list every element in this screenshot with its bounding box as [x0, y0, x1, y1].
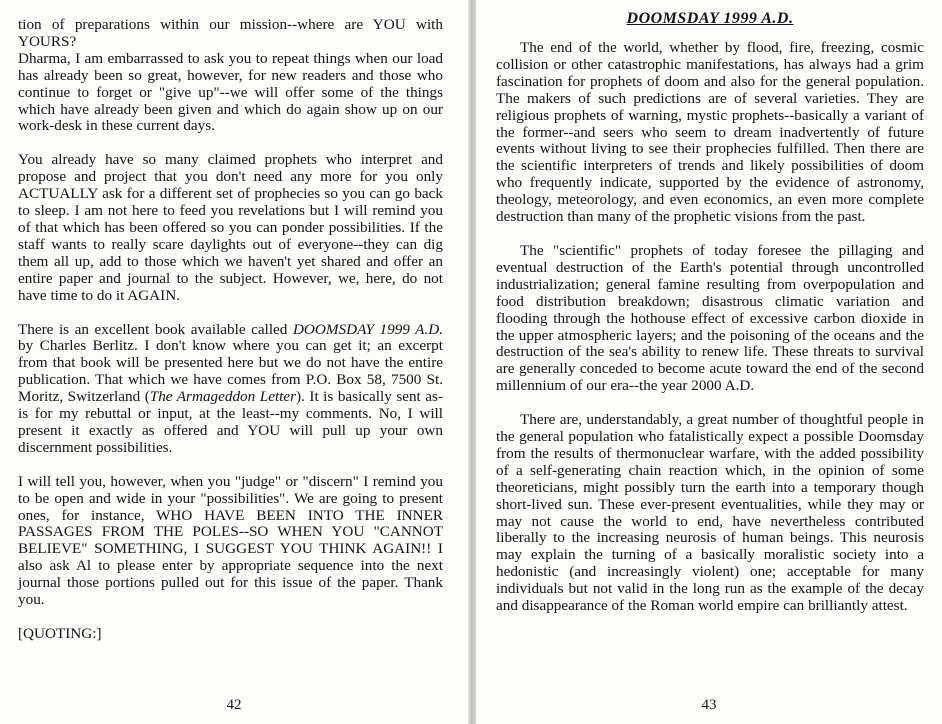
book-text-b: by Charles Berlitz. I don't know where you can get it; an excerpt from that book will be presented here but we do not have the entire publication. That which we have comes from P.O. Box 58, 7500 St. Moritz, Switzerland ( — [18, 337, 443, 406]
chapter-title — [496, 9, 924, 29]
chapter-title-text: DOOMSDAY 1999 A.D. — [626, 10, 794, 27]
book-spine — [468, 0, 476, 724]
left-page — [0, 0, 468, 724]
page-number-left: 42 — [226, 697, 242, 713]
book-source: The Armageddon Letter — [149, 388, 297, 406]
quoting-marker: [QUOTING:] — [18, 625, 102, 642]
paragraph-thermonuclear: There are, understandably, a great number of thoughtful people in the general population who fatalistically expect a possible Doomsday from the results of thermonuclear warfare, with the added possibility of a self-generating chain reaction which, in the opinion of some theoreticians, might possibly turn the earth into a temporary though short-lived sun. These ever-present eventualities, while they may or may not cause the world to end, have nevertheless contributed liberally to the increasing neurosis of human beings. This neurosis may explain the turning of a basically moralistic society into a hedonistic (and increasingly violent) one; acceptable for many individuals but not valid in the long run as the example of the decay and disappearance of the Roman world empire can brilliantly attest. — [496, 411, 924, 615]
dharma-paragraph: Dharma, I am embarrassed to ask you to repeat things when our load has already been so great, however, for new readers and those who continue to forget or "give up"--we will offer some of the things which have already been given and which do again show up on our work-desk in these current days. — [18, 49, 443, 135]
book-text-a: There is an excellent book available called — [18, 320, 293, 338]
paragraph-prophets: You already have so many claimed prophets who interpret and propose and project that you don't need any more for you only ACTUALLY ask for a different set of prophecies so you can go back to sleep. I am not here to feed you revelations but I will remind you of that which has been offered so you can ponder possibilities. If the staff wants to really scare daylights out of everyone--they can dig them all up, add to those which we haven't yet shared and offer an entire paper and journal to the subject. However, we, here, do not have time to do it AGAIN. — [18, 151, 443, 304]
book-text-c: ). It is basically sent as-is for my rebuttal or input, at the least--my comments. No, I will present it exactly as offered and YOU will pull up your own discernment possibilities. — [18, 388, 443, 456]
intro-line: tion of preparations within our mission--where are YOU with YOURS? — [18, 16, 443, 50]
paragraph-discern: I will tell you, however, when you "judge" or "discern" I remind you to be open and wide in your "possibilities". We are going to present ones, for instance, WHO HAVE BEEN INTO THE INNER PASSAGES FROM THE POLES--SO WHEN YOU "CANNOT BELIEVE" SOMETHING, I SUGGEST YOU THINK AGAIN!! I also ask Al to please enter by appropriate sequence into the next journal those portions pulled out for this issue of the paper. Thank you. — [18, 472, 443, 609]
paragraph-end-of-world: The end of the world, whether by flood, fire, freezing, cosmic collision or other catastrophic manifestations, has always had a grim fascination for prophets of doom and also for the general population. The makers of such predictions are of several varieties. They are religious prophets of warning, mystic prophets--basically a variant of the former--and seers who seem to dream inadvertently of future events without living to see their prophecies fulfilled. Then there are the scientific interpreters of trends and likely possibilities of doom who frequently indicate, supported by the evidence of astronomy, theology, meteorology, and even economics, an even more complete destruction than many of the prophetic visions from the past. — [496, 39, 924, 226]
right-page — [476, 0, 942, 724]
paragraph-book — [18, 322, 443, 457]
page-number-right: 43 — [701, 697, 717, 713]
paragraph-scientific-prophets: The "scientific" prophets of today foresee the pillaging and eventual destruction of the Earth's potential through uncontrolled industrialization; general famine resulting from overpopulation and food distribution breakdown; disastrous climatic variation and flooding through the hothouse effect of excessive carbon dioxide in the upper atmospheric layers; and the poisoning of the oceans and the destruction of the sea's ability to renew life. These threats to survival are generally conceded to become acute toward the end of the second millennium of our era--the year 2000 A.D. — [496, 241, 924, 395]
paragraph-intro — [18, 17, 443, 135]
book-title: DOOMSDAY 1999 A.D. — [292, 320, 443, 338]
